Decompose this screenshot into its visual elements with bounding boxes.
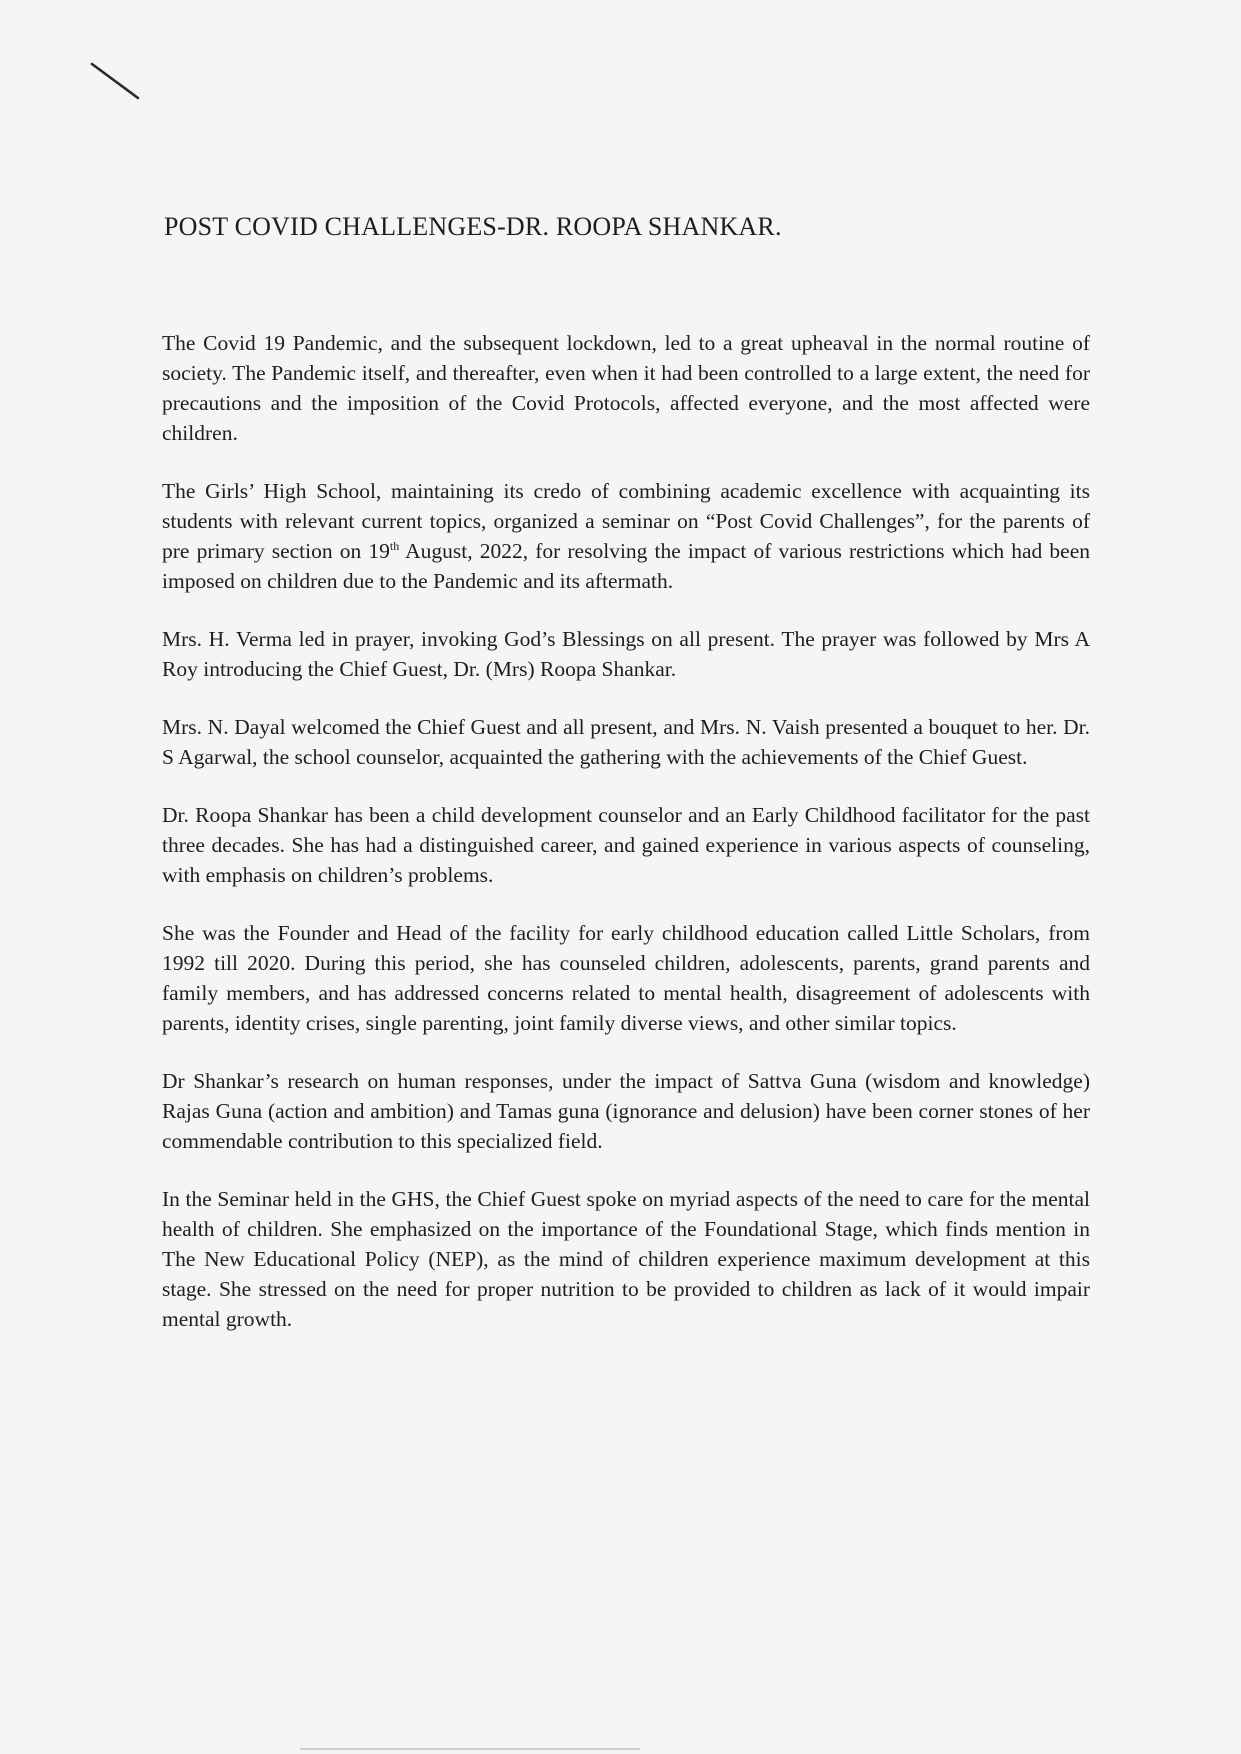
document-title: POST COVID CHALLENGES-DR. ROOPA SHANKAR. — [164, 212, 782, 241]
seminar-text-end: August, 2022, for resolving the impact of various restrictions which had been imposed on children due to the Pandemic and its aftermath. — [162, 539, 1090, 593]
date-ordinal-suffix: th — [389, 539, 400, 553]
paragraph-seminar-talk: In the Seminar held in the GHS, the Chief Guest spoke on myriad aspects of the need to care for the mental health of children. She emphasized on the importance of the Foundational Stage, which finds mention in The New Educational Policy (NEP), as the mind of children experience maximum development at this stage. She stressed on the need for proper nutrition to be provided to children as lack of it would impair mental growth. — [162, 1187, 1090, 1331]
document-body — [162, 328, 1090, 1362]
paragraph-seminar — [162, 476, 1090, 596]
seminar-text-start: The Girls’ High School, maintaining its credo of combining academic excellence with acquainting its students with relevant current topics, organized a seminar on “Post Covid Challenges”, for the parents of pre primary section on 19 — [162, 479, 1090, 563]
paragraph-pandemic: The Covid 19 Pandemic, and the subsequent lockdown, led to a great upheaval in the normal routine of society. The Pandemic itself, and thereafter, even when it had been controlled to a large extent, the need for precautions and the imposition of the Covid Protocols, affected everyone, and the most affected were children. — [162, 331, 1090, 445]
paragraph-little-scholars: She was the Founder and Head of the facility for early childhood education called Little Scholars, from 1992 till 2020. During this period, she has counseled children, adolescents, parents, grand parents and family members, and has addressed concerns related to mental health, disagreement of adolescents with parents, identity crises, single parenting, joint family diverse views, and other similar topics. — [162, 921, 1090, 1035]
paragraph-research: Dr Shankar’s research on human responses, under the impact of Sattva Guna (wisdom and knowledge) Rajas Guna (action and ambition) and Tamas guna (ignorance and delusion) have been corner stones of her commendable contribution to this specialized field. — [162, 1069, 1090, 1153]
paragraph-biography: Dr. Roopa Shankar has been a child development counselor and an Early Childhood facilitator for the past three decades. She has had a distinguished career, and gained experience in various aspects of counseling, with emphasis on children’s problems. — [162, 803, 1090, 887]
paragraph-welcome: Mrs. N. Dayal welcomed the Chief Guest and all present, and Mrs. N. Vaish presented a bouquet to her. Dr. S Agarwal, the school counselor, acquainted the gathering with the achievements of the Chief Guest. — [162, 715, 1090, 769]
pen-stroke-mark — [88, 58, 148, 108]
scan-edge-line — [300, 1748, 640, 1750]
paragraph-prayer: Mrs. H. Verma led in prayer, invoking God’s Blessings on all present. The prayer was followed by Mrs A Roy introducing the Chief Guest, Dr. (Mrs) Roopa Shankar. — [162, 627, 1090, 681]
